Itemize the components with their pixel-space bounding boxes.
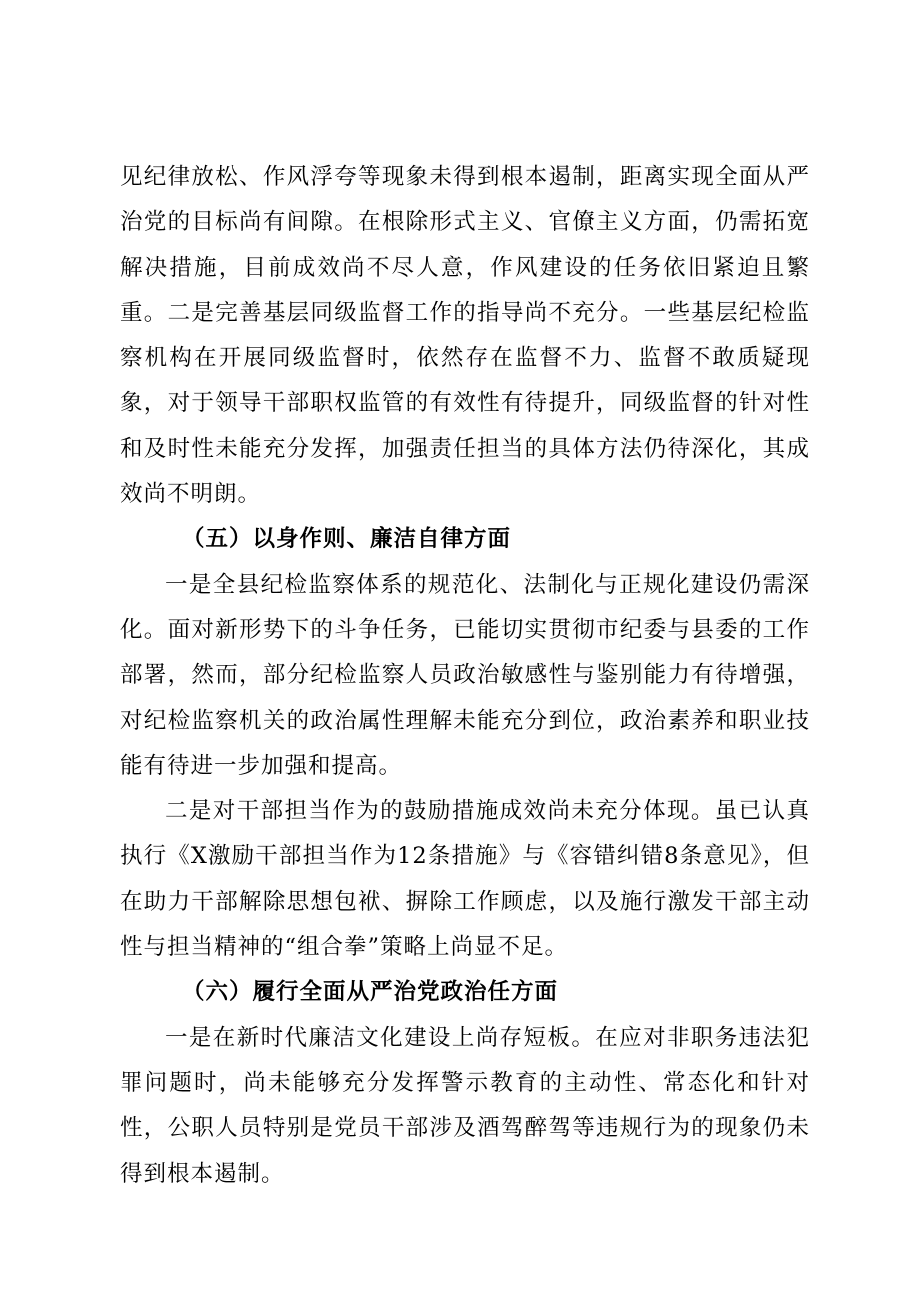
paragraph-cadre-encouragement: 二是对干部担当作为的鼓励措施成效尚未充分体现。虽已认真执行《X激励干部担当作为12条措施》与《容错纠错8条意见》，但在助力干部解除思想包袱、摒除工作顾虑，以及施行激发干部主动性与担当精神的“组合拳”策略上尚显不足。: [120, 798, 810, 961]
paragraph-discipline-system: 一是全县纪检监察体系的规范化、法制化与正规化建设仍需深化。面对新形势下的斗争任务，已能切实贯彻市纪委与县委的工作部署，然而，部分纪检监察人员政治敏感性与鉴别能力有待增强，对纪检监察机关的政治属性理解未能充分到位，政治素养和职业技能有待进一步加强和提高。: [120, 571, 810, 779]
section-heading-5: （五）以身作则、廉洁自律方面: [182, 526, 512, 553]
document-body: [120, 155, 810, 1197]
section-heading-6: （六）履行全面从严治党政治任方面: [182, 979, 559, 1006]
paragraph-continuation: 见纪律放松、作风浮夸等现象未得到根本遏制，距离实现全面从严治党的目标尚有间隙。在根除形式主义、官僚主义方面，仍需拓宽解决措施，目前成效尚不尽人意，作风建设的任务依旧紧迫且繁重。二是完善基层同级监督工作的指导尚不充分。一些基层纪检监察机构在开展同级监督时，依然存在监督不力、监督不敢质疑现象，对于领导干部职权监管的有效性有待提升，同级监督的针对性和及时性未能充分发挥，加强责任担当的具体方法仍待深化，其成效尚不明朗。: [120, 164, 810, 508]
paragraph-integrity-culture: 一是在新时代廉洁文化建设上尚存短板。在应对非职务违法犯罪问题时，尚未能够充分发挥警示教育的主动性、常态化和针对性，公职人员特别是党员干部涉及酒驾醉驾等违规行为的现象仍未得到根本遏制。: [120, 1024, 810, 1187]
